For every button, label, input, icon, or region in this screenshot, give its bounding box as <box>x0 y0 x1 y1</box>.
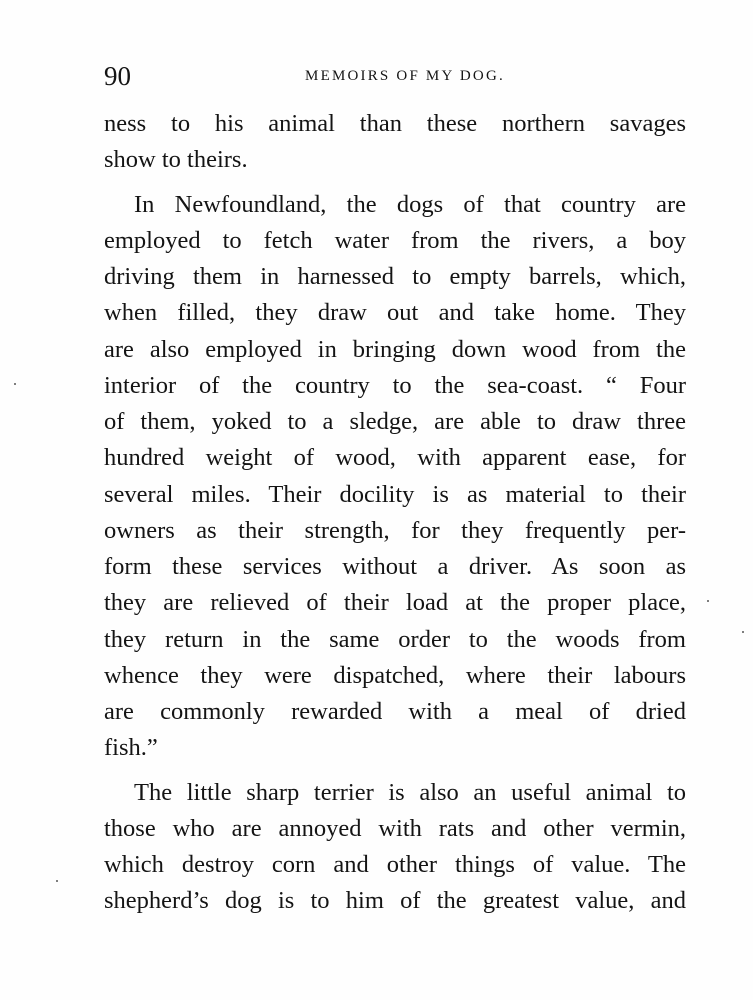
text-line: form these services without a driver. As soon as <box>104 553 686 580</box>
text-line: hundred weight of wood, with apparent ease, for <box>104 444 686 472</box>
running-head: MEMOIRS OF MY DOG. <box>305 68 505 84</box>
paragraph <box>104 775 686 920</box>
text-line: owners as their strength, for they frequently per- <box>104 516 686 544</box>
paragraph <box>104 106 686 179</box>
text-line: several miles. Their docility is as material to their <box>104 480 686 508</box>
scan-speck <box>14 383 16 385</box>
text-line: shepherd’s dog is to him of the greatest value, and <box>104 887 686 915</box>
text-line: they are relieved of their load at the proper place, <box>104 589 686 617</box>
page-header <box>104 58 686 98</box>
text-line: are also employed in bringing down wood from the <box>104 335 686 363</box>
text-line: they return in the same order to the woods from <box>104 625 686 653</box>
text-line: fish.” <box>104 734 158 762</box>
text-line: whence they were dispatched, where their labours <box>104 661 686 689</box>
text-line: employed to fetch water from the rivers, a boy <box>104 226 686 254</box>
body-text <box>104 106 686 920</box>
paragraph <box>104 187 686 767</box>
text-line: are commonly rewarded with a meal of dried <box>104 698 686 725</box>
scan-speck <box>707 600 709 602</box>
text-line: ness to his animal than these northern savages <box>104 110 686 137</box>
text-line: driving them in harnessed to empty barrels, which, <box>104 263 686 290</box>
text-line: show to theirs. <box>104 146 248 174</box>
text-line: those who are annoyed with rats and other vermin, <box>104 814 686 842</box>
text-line: interior of the country to the sea-coast. “ Four <box>104 371 686 399</box>
text-line: when filled, they draw out and take home. They <box>104 299 686 327</box>
text-line: The little sharp terrier is also an useful animal to <box>134 778 686 806</box>
text-line: of them, yoked to a sledge, are able to draw three <box>104 408 686 435</box>
page-number: 90 <box>104 61 131 91</box>
scan-speck <box>56 880 58 882</box>
text-line: which destroy corn and other things of value. The <box>104 851 686 878</box>
text-line: In Newfoundland, the dogs of that country are <box>134 190 686 218</box>
scan-speck <box>742 631 744 633</box>
